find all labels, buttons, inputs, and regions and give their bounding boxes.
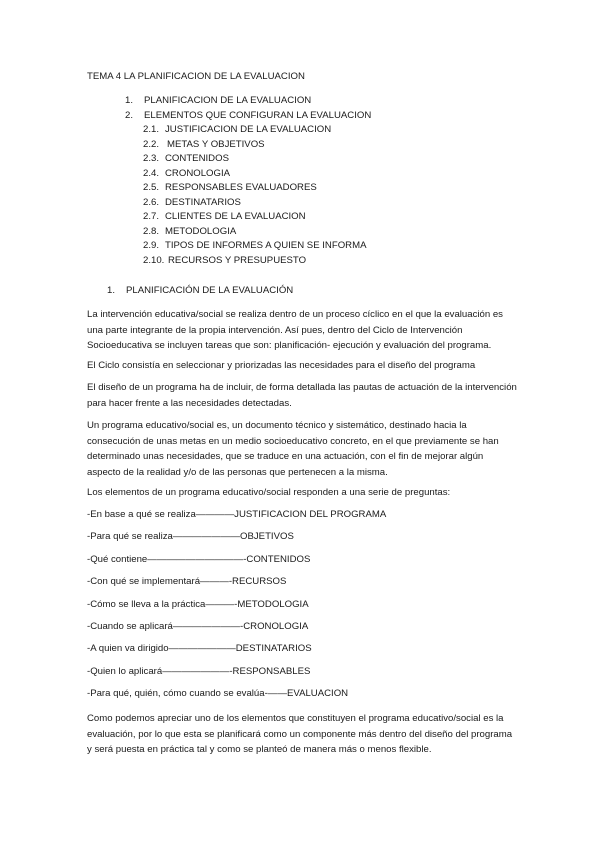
toc-item: [143, 226, 236, 237]
section-heading: [107, 285, 293, 296]
toc-item: [143, 197, 241, 208]
toc-item-number: 2.2.: [143, 138, 160, 150]
toc-item-number: 2.1.: [143, 124, 160, 135]
document-title: TEMA 4 LA PLANIFICACION DE LA EVALUACION: [87, 71, 305, 82]
question-line: -Para qué, quién, cómo cuando se evalúa-——EVALUACION: [87, 688, 349, 699]
toc-item-number: 2.3.: [143, 153, 160, 164]
toc-item-label: METODOLOGIA: [165, 225, 237, 237]
toc-item-label: CLIENTES DE LA EVALUACION: [165, 211, 306, 222]
question-line: -En base a qué se realiza————JUSTIFICACION DEL PROGRAMA: [87, 509, 387, 520]
toc-item-label: TIPOS DE INFORMES A QUIEN SE INFORMA: [165, 240, 367, 251]
toc-item-label: PLANIFICACION DE LA EVALUACION: [144, 95, 312, 106]
paragraph: El Ciclo consistía en seleccionar y priorizadas las necesidades para el diseño del programa: [87, 360, 476, 371]
toc-item: [143, 139, 265, 150]
toc-item-number: 2.6.: [143, 196, 160, 208]
toc-item: [143, 255, 306, 266]
toc-item-number: 2.5.: [143, 182, 160, 193]
toc-item: [143, 211, 306, 222]
toc-item-label: ELEMENTOS QUE CONFIGURAN LA EVALUACION: [144, 109, 372, 121]
toc-item: [143, 240, 367, 251]
toc-item-label: DESTINATARIOS: [165, 196, 241, 208]
question-line: -Quien lo aplicará———————-RESPONSABLES: [87, 666, 311, 677]
toc-item: [143, 124, 331, 135]
toc-item-label: JUSTIFICACION DE LA EVALUACION: [165, 124, 332, 135]
question-line: -Para qué se realiza———————OBJETIVOS: [87, 531, 294, 542]
toc-item-label: CONTENIDOS: [165, 153, 229, 164]
question-line: -Con qué se implementará———-RECURSOS: [87, 576, 287, 587]
toc-item: [143, 168, 230, 179]
paragraph: El diseño de un programa ha de incluir, de forma detallada las pautas de actuación de la intervención para hacer frente a las necesidades detectadas.: [87, 382, 517, 409]
toc-item-label: RESPONSABLES EVALUADORES: [165, 182, 317, 193]
section-heading-label: PLANIFICACIÓN DE LA EVALUACIÓN: [126, 285, 294, 296]
toc-item-number: 2.: [125, 109, 134, 121]
toc-item-number: 1.: [125, 95, 134, 106]
paragraph: La intervención educativa/social se realiza dentro de un proceso cíclico en el que la evaluación es una parte integrante de la propia intervención. Así pues, dentro del Ciclo de Intervención Socioeducativa se incluyen tareas que son: planificación- ejecución y evaluación del programa.: [87, 309, 503, 351]
toc-item-number: 2.7.: [143, 211, 160, 222]
question-line: -Cuando se aplicará———————-CRONOLOGIA: [87, 621, 309, 632]
toc-item: [143, 182, 317, 193]
paragraph: Los elementos de un programa educativo/social responden a una serie de preguntas:: [87, 487, 451, 498]
question-line: -A quien va dirigido———————DESTINATARIOS: [87, 643, 312, 654]
toc-item: [125, 95, 311, 106]
toc-item: [143, 153, 229, 164]
toc-item-number: 2.4.: [143, 167, 160, 179]
toc-item-label: METAS Y OBJETIVOS: [167, 138, 265, 150]
toc-item-label: CRONOLOGIA: [165, 167, 231, 179]
toc-item-number: 2.10.: [143, 254, 165, 266]
toc-item-number: 2.9.: [143, 240, 160, 251]
toc-item-number: 2.8.: [143, 225, 160, 237]
toc-item-label: RECURSOS Y PRESUPUESTO: [168, 254, 307, 266]
closing-paragraph: Como podemos apreciar uno de los elementos que constituyen el programa educativo/social es la evaluación, por lo que esta se planificará como un componente más dentro del diseño del programa y será puesta en práctica tal y como se planteó de manera más o menos flexible.: [87, 713, 513, 755]
toc-item: [125, 110, 371, 121]
paragraph: Un programa educativo/social es, un documento técnico y sistemático, destinado hacia la consecución de unas metas en un medio socioeducativo concreto, en el que previamente se han determinado unas necesidades, que se traduce en una actuación, con el fin de mejorar algún aspecto de la realidad y/o de las personas que pertenecen a la misma.: [87, 420, 499, 478]
question-line: -Cómo se lleva a la práctica———-METODOLOGIA: [87, 599, 309, 610]
section-heading-number: 1.: [107, 285, 116, 296]
question-line: -Qué contiene——————————-CONTENIDOS: [87, 554, 311, 565]
